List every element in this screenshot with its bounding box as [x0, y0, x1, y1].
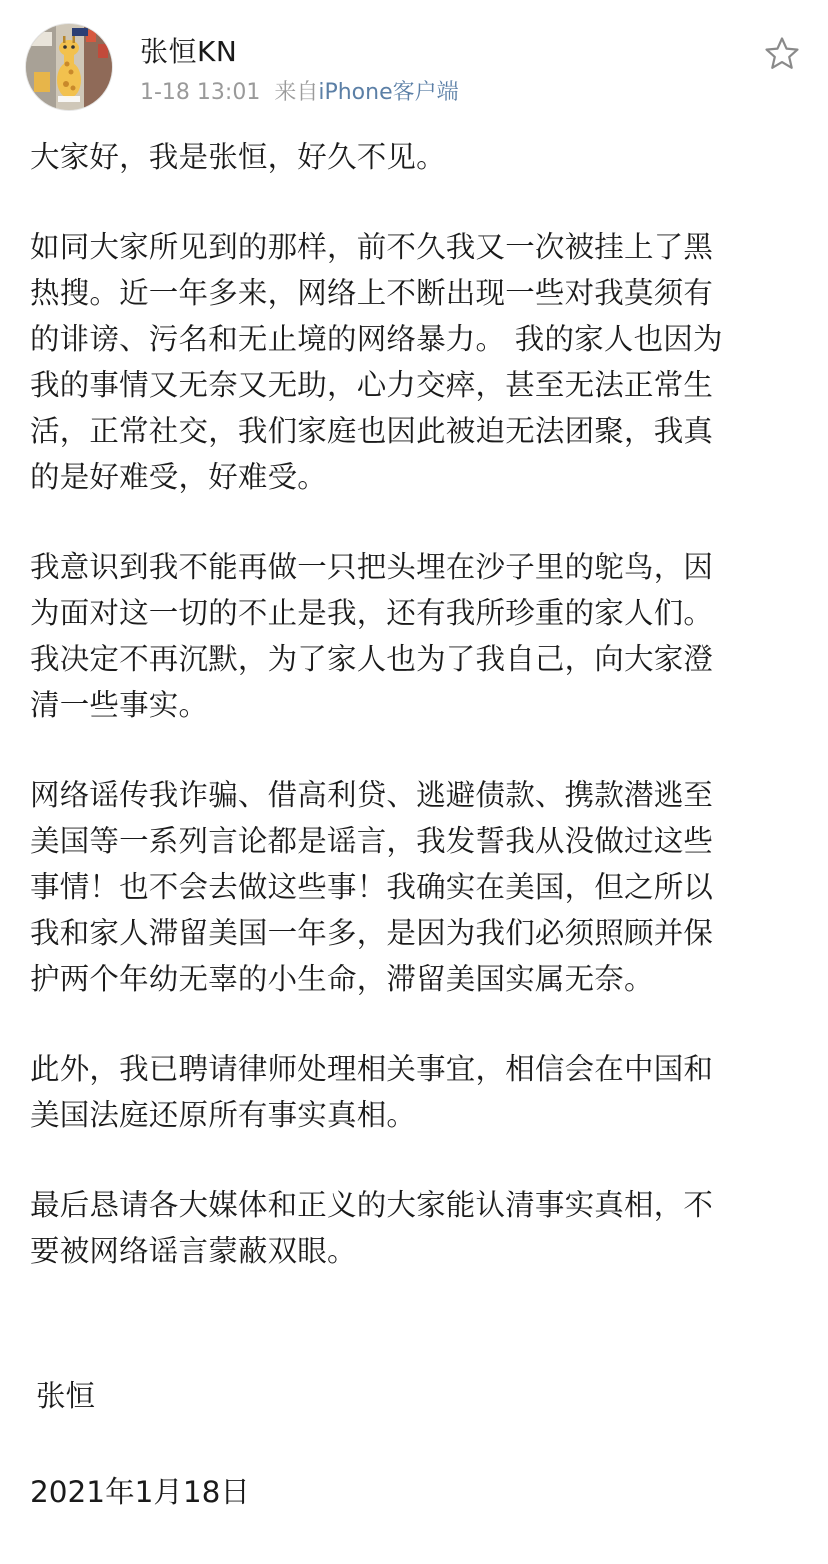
post-meta [140, 76, 459, 110]
post-time: 1-18 13:01 [140, 80, 261, 105]
post-paragraph: 我意识到我不能再做一只把头埋在沙子里的鸵鸟，因 为面对这一切的不止是我，还有我所珍重的家人们。 我决定不再沉默，为了家人也为了我自己，向大家澄 清一些事实。 [30, 550, 714, 722]
post-paragraph: 大家好，我是张恒，好久不见。 [30, 140, 446, 174]
user-avatar[interactable] [26, 24, 112, 110]
post-paragraph: 最后恳请各大媒体和正义的大家能认清事实真相，不 要被网络谣言蒙蔽双眼。 [30, 1188, 714, 1268]
favorite-star-icon[interactable] [762, 34, 802, 74]
giraffe-avatar-icon [26, 24, 112, 110]
source-client-link[interactable]: iPhone客户端 [318, 80, 459, 105]
signature-name: 张恒 [36, 1379, 96, 1413]
signature-date: 2021年1月18日 [30, 1475, 250, 1509]
post-paragraph: 此外，我已聘请律师处理相关事宜，相信会在中国和 美国法庭还原所有事实真相。 [30, 1052, 714, 1132]
post-header [0, 0, 828, 120]
source-prefix: 来自 [274, 80, 319, 105]
username[interactable]: 张恒KN [140, 35, 238, 68]
post-paragraph: 网络谣传我诈骗、借高利贷、逃避债款、携款潜逃至 美国等一系列言论都是谣言，我发誓我从没做过这些 事情！也不会去做这些事！我确实在美国，但之所以 我和家人滞留美国一年多，是因为我们必须照顾并保 护两个年幼无辜的小生命，滞留美国实属无奈。 [30, 778, 714, 996]
post-signature [30, 1324, 250, 1564]
post-body [30, 134, 800, 1318]
post-paragraph: 如同大家所见到的那样，前不久我又一次被挂上了黑 热搜。近一年多来，网络上不断出现一些对我莫须有 的诽谤、污名和无止境的网络暴力。 我的家人也因为 我的事情又无奈又无助，心力交瘁，甚至无法正常生 活，正常社交，我们家庭也因此被迫无法团聚，我真 的是好难受，好难受。 [30, 230, 723, 494]
